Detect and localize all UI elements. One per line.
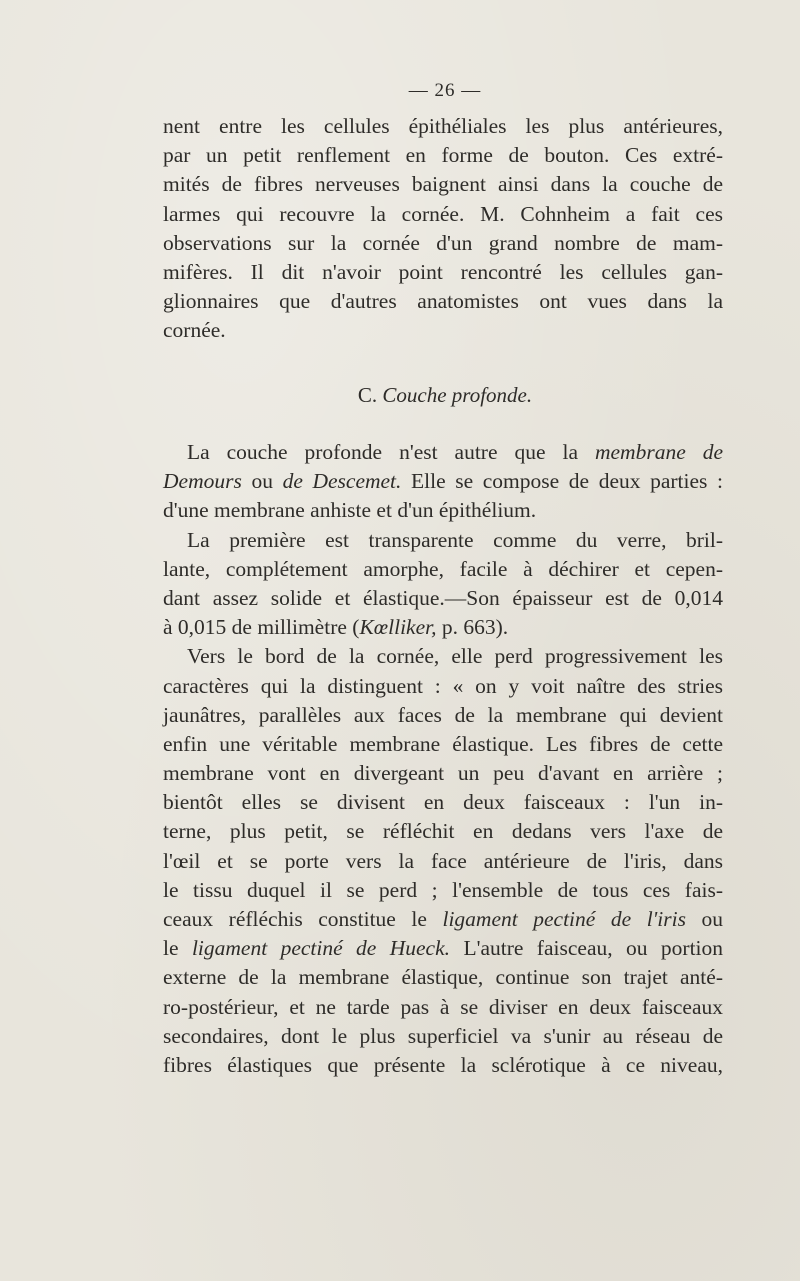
paragraph-cohnheim [163,112,723,346]
text-run: Elle se compose de deux parties : [411,469,723,494]
text-run: L'autre faisceau, ou portion [463,936,724,961]
text-line: La première est transparente comme du verre, bril- [187,527,723,552]
text-run: le [163,936,179,961]
text-line: dant assez solide et élastique.—Son épaisseur est de 0,014 [163,585,723,610]
text-line: l'œil et se porte vers la face antérieure de l'iris, dans [163,848,723,873]
text-line: externe de la membrane élastique, continue son trajet anté- [163,965,723,990]
text-line: fibres élastiques que présente la sclérotique à ce niveau, [163,1052,723,1077]
text-line [163,613,723,642]
text-line [163,438,723,467]
section-heading [0,381,800,410]
italic-run: de Descemet. [282,469,402,494]
italic-run: Kœlliker, [359,615,437,640]
text-line: larmes qui recouvre la cornée. M. Cohnheim a fait ces [163,201,723,226]
body-text [163,438,723,1080]
text-line: observations sur la cornée d'un grand nombre de mam- [163,230,723,255]
text-line: ro-postérieur, et ne tarde pas à se diviser en deux faisceaux [163,994,723,1019]
text-line: glionnaires que d'autres anatomistes ont vues dans la [163,289,723,314]
text-line [163,467,723,496]
text-line: Vers le bord de la cornée, elle perd progressivement les [187,644,723,669]
text-line: caractères qui la distinguent : « on y voit naître des stries [163,673,723,698]
text-line: lante, complétement amorphe, facile à déchirer et cepen- [163,556,723,581]
italic-run: ligament pectiné de l'iris [442,907,686,931]
italic-run: membrane de [594,440,723,464]
text-line: mifères. Il dit n'avoir point rencontré les cellules gan- [163,259,723,284]
text-run: ou [701,907,724,931]
text-line: nent entre les cellules épithéliales les plus antérieures, [163,114,723,138]
text-line: d'une membrane anhiste et d'un épithélium. [163,498,537,523]
text-run: ceaux réfléchis constitue le [163,907,427,931]
text-line: bientôt elles se divisent en deux faisceaux : l'un in- [163,790,723,815]
text-line [163,905,723,934]
text-run: p. 663). [441,615,509,640]
text-line: le tissu duquel il se perd ; l'ensemble de tous ces fais- [163,877,723,902]
text-run: ou [251,469,273,494]
text-line: jaunâtres, parallèles aux faces de la membrane qui devient [163,702,723,727]
text-line: enfin une véritable membrane élastique. Les fibres de cette [163,731,723,756]
italic-run: Demours [163,469,242,494]
text-run: à 0,015 de millimètre ( [163,615,360,640]
text-line [163,934,723,963]
text-line: secondaires, dont le plus superficiel va s'unir au réseau de [163,1023,723,1048]
text-line: membrane vont en divergeant un peu d'avant en arrière ; [163,761,723,786]
section-title: Couche profonde. [382,383,533,407]
text-run: La couche profonde n'est autre que la [187,440,579,464]
text-line: par un petit renflement en forme de bouton. Ces extré- [163,143,723,168]
text-line: mités de fibres nerveuses baignent ainsi dans la couche de [163,172,723,197]
italic-run: ligament pectiné de Hueck. [191,936,451,961]
page-number: — 26 — [408,80,482,101]
text-line: cornée. [163,318,226,343]
section-letter: C. [357,383,378,407]
text-line: terne, plus petit, se réfléchit en dedans vers l'axe de [163,819,723,844]
